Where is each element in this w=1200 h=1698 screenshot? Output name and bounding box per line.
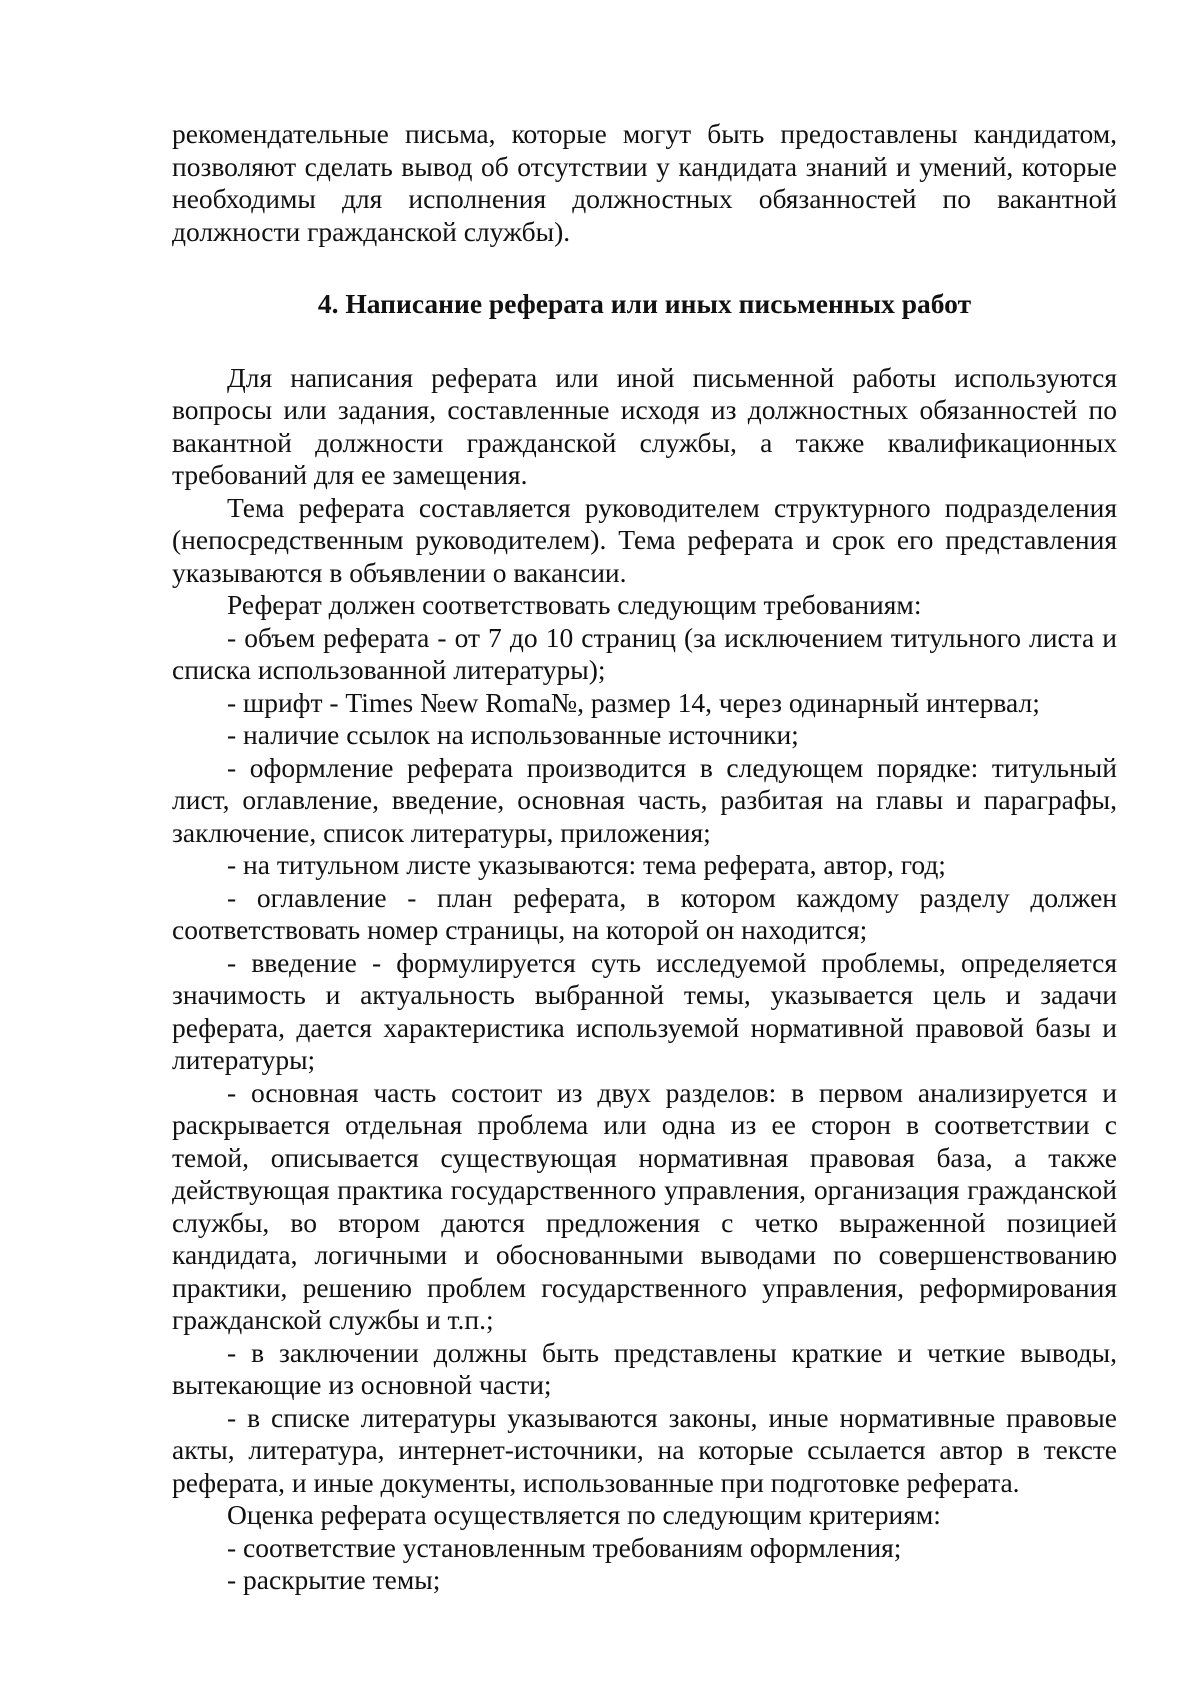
list-item-criteria-format: - соответствие установленным требованиям оформления;	[227, 1531, 902, 1563]
paragraph-requirements-intro: Реферат должен соответствовать следующим требованиям:	[227, 589, 922, 620]
paragraph-evaluation-intro: Оценка реферата осуществляется по следующим критериям:	[227, 1499, 941, 1530]
paragraph-purpose: Для написания реферата или иной письменной работы используются вопросы или задания, составленные исходя из должностных обязанностей по вакантной должности гражданской службы, а также квалификационных требований для ее замещения.	[172, 361, 1117, 490]
list-item-references: - наличие ссылок на использованные источники;	[227, 719, 799, 750]
list-item-contents: - оглавление - план реферата, в котором каждому разделу должен соответствовать номер страницы, на которой он находится;	[172, 881, 1117, 945]
list-item-title-page: - на титульном листе указываются: тема реферата, автор, год;	[227, 849, 946, 880]
paragraph-topic: Тема реферата составляется руководителем структурного подразделения (непосредственным руководителем). Тема реферата и срок его представления указываются в объявлении о вакансии.	[172, 491, 1117, 588]
list-item-introduction: - введение - формулируется суть исследуемой проблемы, определяется значимость и актуальность выбранной темы, указывается цель и задачи реферата, дается характеристика используемой нормативной правовой базы и литературы;	[172, 946, 1117, 1075]
list-item-volume: - объем реферата - от 7 до 10 страниц (за исключением титульного листа и списка использованной литературы);	[172, 621, 1117, 685]
section-heading: 4. Написание реферата или иных письменных работ	[317, 288, 972, 319]
list-item-structure: - оформление реферата производится в следующем порядке: титульный лист, оглавление, введение, основная часть, разбитая на главы и параграфы, заключение, список литературы, приложения;	[172, 751, 1117, 848]
document-body	[172, 118, 1117, 1597]
intro-paragraph: рекомендательные письма, которые могут быть предоставлены кандидатом, позволяют сделать вывод об отсутствии у кандидата знаний и умений, которые необходимы для исполнения должностных обязанностей по вакантной должности гражданской службы).	[172, 118, 1117, 247]
list-item-bibliography: - в списке литературы указываются законы, иные нормативные правовые акты, литература, интернет-источники, на которые ссылается автор в тексте реферата, и иные документы, использованные при подготовке реферата.	[172, 1401, 1117, 1498]
list-item-conclusion: - в заключении должны быть представлены краткие и четкие выводы, вытекающие из основной части;	[172, 1336, 1117, 1400]
list-item-criteria-topic: - раскрытие темы;	[227, 1564, 441, 1595]
list-item-main-part: - основная часть состоит из двух разделов: в первом анализируется и раскрывается отдельная проблема или одна из ее сторон в соответствии с темой, описывается существующая нормативная правовая база, а также действующая практика государственного управления, организация гражданской службы, во втором даются предложения с четко выраженной позицией кандидата, логичными и обоснованными выводами по совершенствованию практики, решению проблем государственного управления, реформирования гражданской службы и т.п.;	[172, 1076, 1117, 1335]
list-item-font: - шрифт - Times №ew Roma№, размер 14, через одинарный интервал;	[227, 686, 1040, 718]
